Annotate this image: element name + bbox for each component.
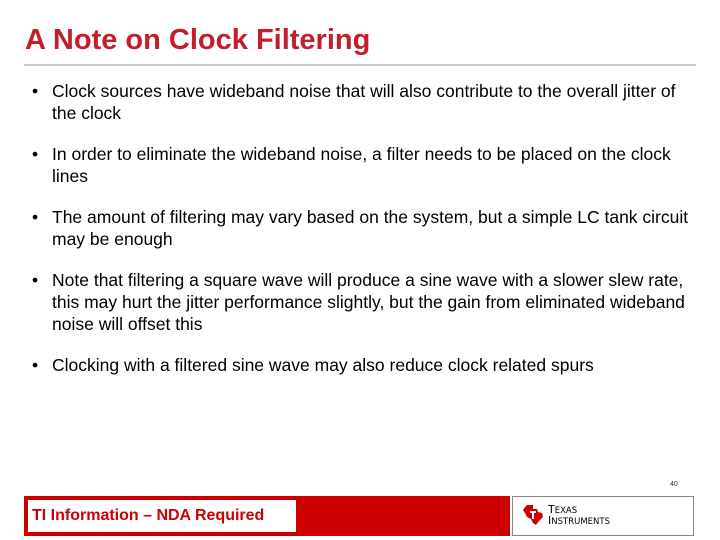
page-number: 40 [670, 481, 678, 488]
bullet-marker: • [32, 207, 39, 227]
bullet-text: Note that filtering a square wave will produce a sine wave with a slower slew rate, this may hurt the jitter performance slightly, but the gain from eliminated wideband noise will offset this [52, 270, 685, 334]
logo-line-instruments: INSTRUMENTS [548, 514, 610, 527]
bullet-list [28, 80, 690, 395]
bullet-item [28, 80, 690, 124]
bullet-text: In order to eliminate the wideband noise, a filter needs to be placed on the clock lines [52, 144, 671, 186]
bullet-marker: • [32, 144, 39, 164]
bullet-marker: • [32, 270, 39, 290]
bullet-text: The amount of filtering may vary based on the system, but a simple LC tank circuit may be enough [52, 207, 689, 249]
footer-label: TI Information – NDA Required [32, 507, 265, 524]
bullet-item [28, 143, 690, 187]
slide-title: A Note on Clock Filtering [25, 24, 371, 56]
bullet-item [28, 354, 690, 376]
logo-line-texas: TEXAS [548, 503, 578, 516]
bullet-item [28, 269, 690, 335]
bullet-marker: • [32, 81, 39, 101]
title-divider [24, 64, 696, 66]
bullet-text: Clocking with a filtered sine wave may also reduce clock related spurs [52, 355, 594, 375]
logo-wordmark [548, 505, 610, 527]
bullet-text: Clock sources have wideband noise that will also contribute to the overall jitter of the clock [52, 81, 676, 123]
bullet-marker: • [32, 355, 39, 375]
texas-instruments-logo-icon [522, 504, 544, 526]
bullet-item [28, 206, 690, 250]
